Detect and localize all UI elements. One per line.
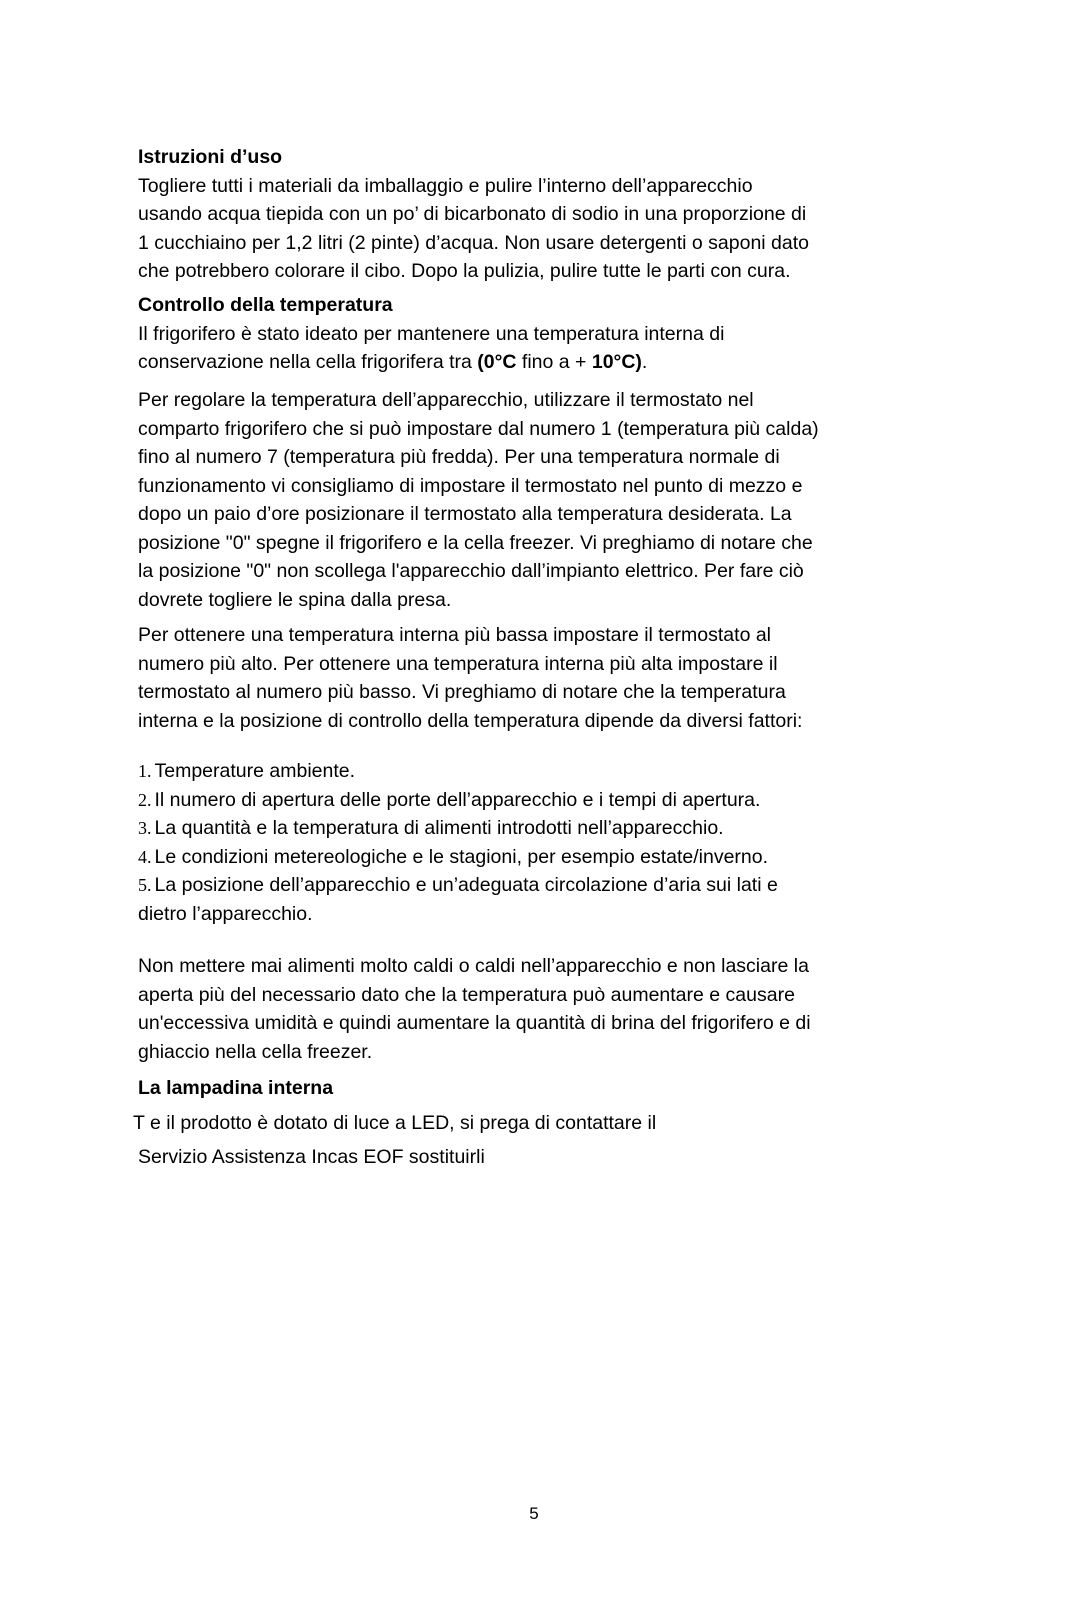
text-line-range — [138, 348, 938, 377]
text-line: posizione "0" spegne il frigorifero e la cella freezer. Vi preghiamo di notare che — [138, 531, 813, 554]
list-item — [138, 814, 938, 843]
text-line: ghiaccio nella cella freezer. — [138, 1040, 373, 1063]
heading-controllo: Controllo della temperatura — [138, 294, 393, 316]
text-line: la posizione "0" non scollega l'apparecchio dall’impianto elettrico. Per fare ciò — [138, 560, 804, 582]
list-text: La posizione dell’apparecchio e un’adeguata circolazione d’aria sui lati e — [154, 874, 778, 896]
list-item-continuation: dietro l’apparecchio. — [138, 902, 313, 925]
paragraph-avvertenze — [138, 952, 938, 1066]
text-line: dopo un paio d’ore posizionare il termostato alla temperatura desiderata. La — [138, 503, 792, 525]
section-lampadina — [138, 1074, 938, 1103]
range-text: conservazione nella cella frigorifera tra — [138, 351, 478, 373]
text-line: termostato al numero più basso. Vi preghiamo di notare che la temperatura — [138, 681, 786, 703]
text-line: dovrete togliere le spina dalla presa. — [138, 588, 452, 611]
section-controllo — [138, 291, 938, 377]
lampadina-line1 — [133, 1109, 933, 1138]
list-item — [138, 843, 938, 872]
text-line: numero più alto. Per ottenere una temperatura interna più alta impostare il — [138, 652, 778, 675]
text-line: aperta più del necessario dato che la temperatura può aumentare e causare — [138, 983, 795, 1006]
text-line: un'eccessiva umidità e quindi aumentare la quantità di brina del frigorifero e di — [138, 1012, 811, 1034]
paragraph-termostato — [138, 386, 938, 614]
list-number: 5. — [138, 875, 152, 895]
list-item — [138, 786, 938, 815]
section-istruzioni — [138, 143, 938, 286]
list-text: Temperature ambiente. — [154, 760, 356, 782]
list-text: Il numero di apertura delle porte dell’apparecchio e i tempi di apertura. — [154, 788, 761, 811]
text-line: Per regolare la temperatura dell’apparecchio, utilizzare il termostato nel — [138, 389, 754, 411]
text-line: 1 cucchiaino per 1,2 litri (2 pinte) d’acqua. Non usare detergenti o saponi dato — [138, 231, 809, 254]
text-line: fino al numero 7 (temperatura più fredda). Per una temperatura normale di — [138, 446, 780, 468]
factors-list — [138, 757, 938, 928]
text-line: T e il prodotto è dotato di luce a LED, si prega di contattare il — [133, 1112, 657, 1134]
list-text: La quantità e la temperatura di alimenti introdotti nell’apparecchio. — [154, 817, 724, 839]
list-text: Le condizioni metereologiche e le stagioni, per esempio estate/inverno. — [154, 845, 769, 868]
text-line: usando acqua tiepida con un po’ di bicarbonato di sodio in una proporzione di — [138, 203, 807, 225]
text-line: funzionamento vi consigliamo di impostare il termostato nel punto di mezzo e — [138, 474, 803, 497]
list-number: 3. — [138, 818, 152, 838]
list-number: 4. — [138, 846, 152, 867]
text-line: Togliere tutti i materiali da imballaggio e pulire l’interno dell’apparecchio — [138, 174, 753, 197]
text-line: Per ottenere una temperatura interna più bassa impostare il termostato al — [138, 624, 772, 646]
text-line: interna e la posizione di controllo della temperatura dipende da diversi fattori: — [138, 709, 803, 732]
range-max: 10°C) — [591, 351, 642, 373]
text-line: comparto frigorifero che si può impostare dal numero 1 (temperatura più calda) — [138, 417, 819, 440]
text-line: Servizio Assistenza Incas EOF sostituirli — [138, 1146, 485, 1168]
text-line: Il frigorifero è stato ideato per mantenere una temperatura interna di — [138, 322, 725, 345]
list-item — [138, 757, 938, 786]
list-number: 2. — [138, 789, 152, 810]
lampadina-line2 — [138, 1143, 938, 1172]
heading-lampadina: La lampadina interna — [138, 1077, 334, 1099]
range-text: . — [641, 351, 648, 373]
text-line: Non mettere mai alimenti molto caldi o caldi nell’apparecchio e non lasciare la — [138, 955, 809, 977]
page-number: 5 — [529, 1504, 539, 1523]
range-text: fino a + — [516, 351, 592, 373]
list-number: 1. — [138, 761, 152, 781]
text-line: che potrebbero colorare il cibo. Dopo la pulizia, pulire tutte le parti con cura. — [138, 260, 791, 282]
heading-istruzioni: Istruzioni d’uso — [138, 146, 283, 168]
list-item — [138, 871, 938, 900]
paragraph-temperatura — [138, 621, 938, 735]
range-min: (0°C — [477, 351, 517, 373]
